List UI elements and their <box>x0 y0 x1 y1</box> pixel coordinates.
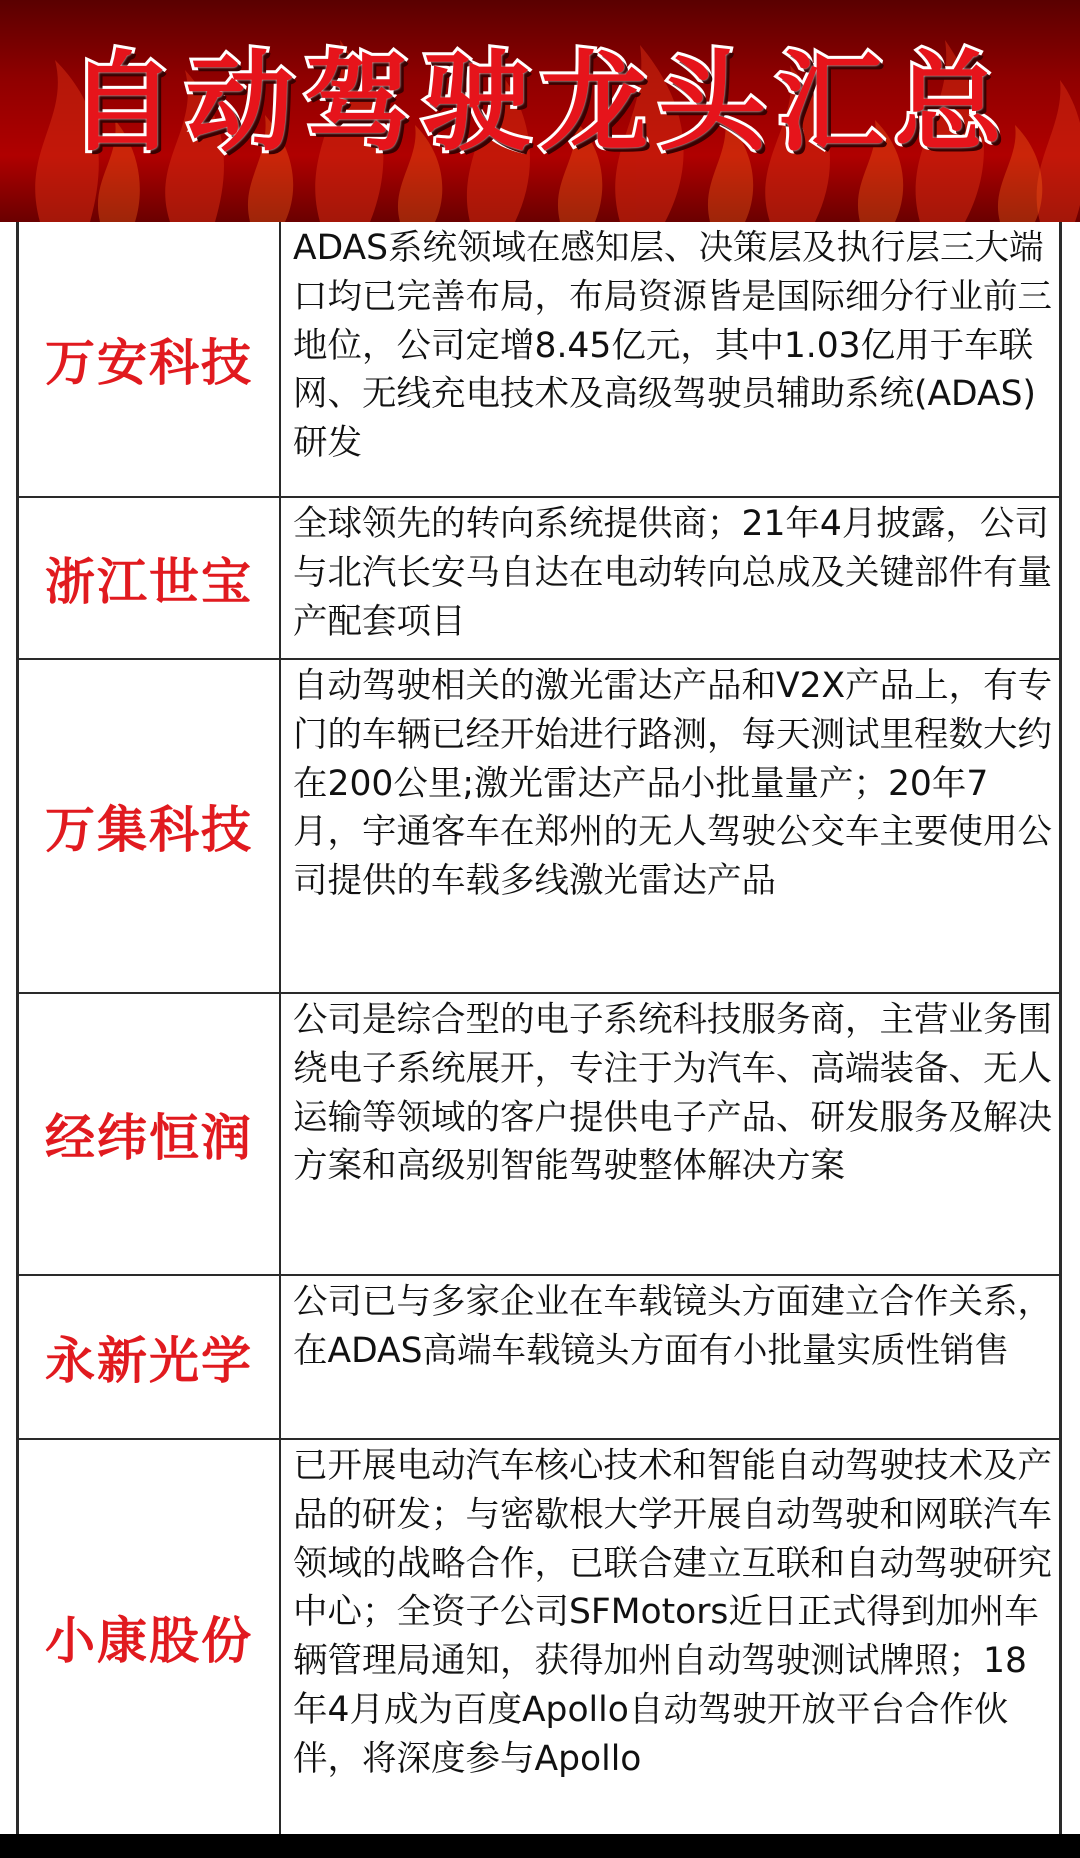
company-name: 永新光学 <box>45 1332 253 1390</box>
page-title: 自动驾驶龙头汇总 <box>67 41 1012 166</box>
company-description: ADAS系统领域在感知层、决策层及执行层三大端口均已完善布局，布局资源皆是国际细分行业前三地位，公司定增8.45亿元，其中1.03亿用于车联网、无线充电技术及高级驾驶员辅助系统(ADAS)研发 <box>293 228 1052 464</box>
description-cell <box>281 660 1059 992</box>
table-row <box>19 660 1059 994</box>
description-cell <box>281 498 1059 658</box>
table-row <box>19 222 1059 498</box>
table-row <box>19 498 1059 660</box>
company-description: 公司是综合型的电子系统科技服务商，主营业务围绕电子系统展开，专注于为汽车、高端装备、无人运输等领域的客户提供电子产品、研发服务及解决方案和高级别智能驾驶整体解决方案 <box>293 1000 1052 1187</box>
header-banner <box>0 0 1080 222</box>
description-cell <box>281 994 1059 1274</box>
company-name-cell <box>19 222 281 496</box>
table-row <box>19 1440 1059 1834</box>
company-name: 万集科技 <box>45 801 253 859</box>
company-name-cell <box>19 1276 281 1438</box>
company-name-cell <box>19 660 281 992</box>
company-description: 公司已与多家企业在车载镜头方面建立合作关系，在ADAS高端车载镜头方面有小批量实质性销售 <box>293 1282 1052 1371</box>
description-cell <box>281 1440 1059 1834</box>
company-description: 已开展电动汽车核心技术和智能自动驾驶技术及产品的研发；与密歇根大学开展自动驾驶和网联汽车领域的战略合作，已联合建立互联和自动驾驶研究中心；全资子公司SFMotors近日正式得到加州车辆管理局通知，获得加州自动驾驶测试牌照；18年4月成为百度Apollo自动驾驶开放平台合作伙伴，将深度参与Apollo <box>293 1446 1052 1779</box>
company-name-cell <box>19 498 281 658</box>
table-row <box>19 994 1059 1276</box>
company-name: 经纬恒润 <box>45 1109 253 1167</box>
company-name: 万安科技 <box>45 334 253 392</box>
description-cell <box>281 222 1059 496</box>
company-description: 全球领先的转向系统提供商；21年4月披露，公司与北汽长安马自达在电动转向总成及关键部件有量产配套项目 <box>293 504 1052 642</box>
company-description: 自动驾驶相关的激光雷达产品和V2X产品上，有专门的车辆已经开始进行路测，每天测试里程数大约在200公里;激光雷达产品小批量量产；20年7月，宇通客车在郑州的无人驾驶公交车主要使用公司提供的车载多线激光雷达产品 <box>293 666 1053 902</box>
company-name: 小康股份 <box>45 1612 253 1670</box>
company-name: 浙江世宝 <box>45 553 253 611</box>
table-row <box>19 1276 1059 1440</box>
summary-table <box>16 222 1062 1834</box>
company-name-cell <box>19 1440 281 1834</box>
company-name-cell <box>19 994 281 1274</box>
description-cell <box>281 1276 1059 1438</box>
bottom-bar <box>0 1834 1080 1858</box>
